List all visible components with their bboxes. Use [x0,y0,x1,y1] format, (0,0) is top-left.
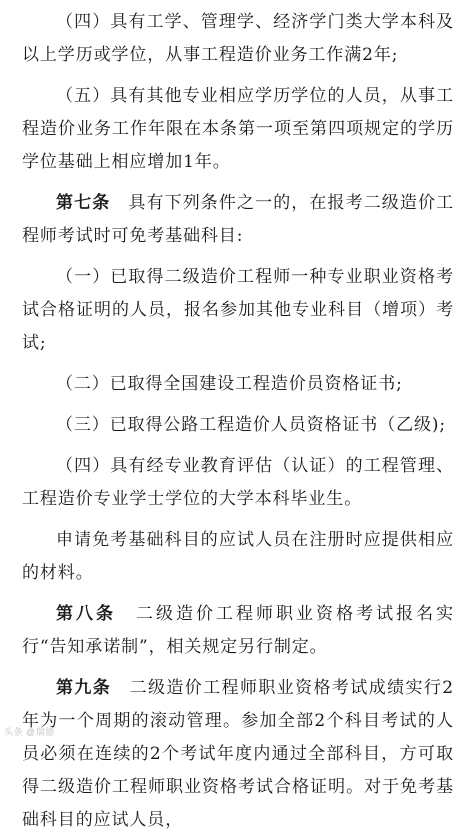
paragraph-item-2 [22,368,454,401]
paragraph-text: （四）具有工学、管理学、经济学门类大学本科及以上学历或学位，从事工程造价业务工作满2年; [22,12,454,65]
paragraph-item-3 [22,409,454,442]
paragraph-text: 二级造价工程师职业资格考试成绩实行2年为一个周期的滚动管理。参加全部2个科目考试的人员必须在连续的2个考试年度内通过全部科目，方可取得二级造价工程师职业资格考试合格证明。对于免考基础科目的应试人员， [22,678,454,830]
paragraph-item-5 [22,80,454,179]
paragraph-item-4 [22,6,454,72]
paragraph-text: （二）已取得全国建设工程造价员资格证书; [56,374,403,394]
paragraph-item-4b [22,450,454,516]
article-heading: 第九条 [56,678,112,698]
article-8 [22,598,454,664]
article-heading: 第八条 [56,604,117,624]
paragraph-text: （三）已取得公路工程造价人员资格证书（乙级); [56,415,447,435]
paragraph-item-1 [22,261,454,360]
watermark: 头条 @瑞德 [4,727,55,737]
paragraph-text: 二级造价工程师职业资格考试报名实行“告知承诺制”，相关规定另行制定。 [22,604,454,657]
paragraph-text: （五）具有其他专业相应学历学位的人员，从事工程造价业务工作年限在本条第一项至第四项规定的学历学位基础上相应增加1年。 [22,86,454,172]
paragraph-text: （一）已取得二级造价工程师一种专业职业资格考试合格证明的人员，报名参加其他专业科目（增项）考试; [22,267,454,353]
paragraph-text: 具有下列条件之一的，在报考二级造价工程师考试时可免考基础科目: [22,193,455,246]
paragraph-text: （四）具有经专业教育评估（认证）的工程管理、工程造价专业学士学位的大学本科毕业生。 [22,456,454,509]
article-9 [22,672,454,837]
article-heading: 第七条 [56,193,111,213]
paragraph-text: 申请免考基础科目的应试人员在注册时应提供相应的材料。 [22,530,454,583]
article-7 [22,187,454,253]
paragraph-exemption-note [22,524,454,590]
